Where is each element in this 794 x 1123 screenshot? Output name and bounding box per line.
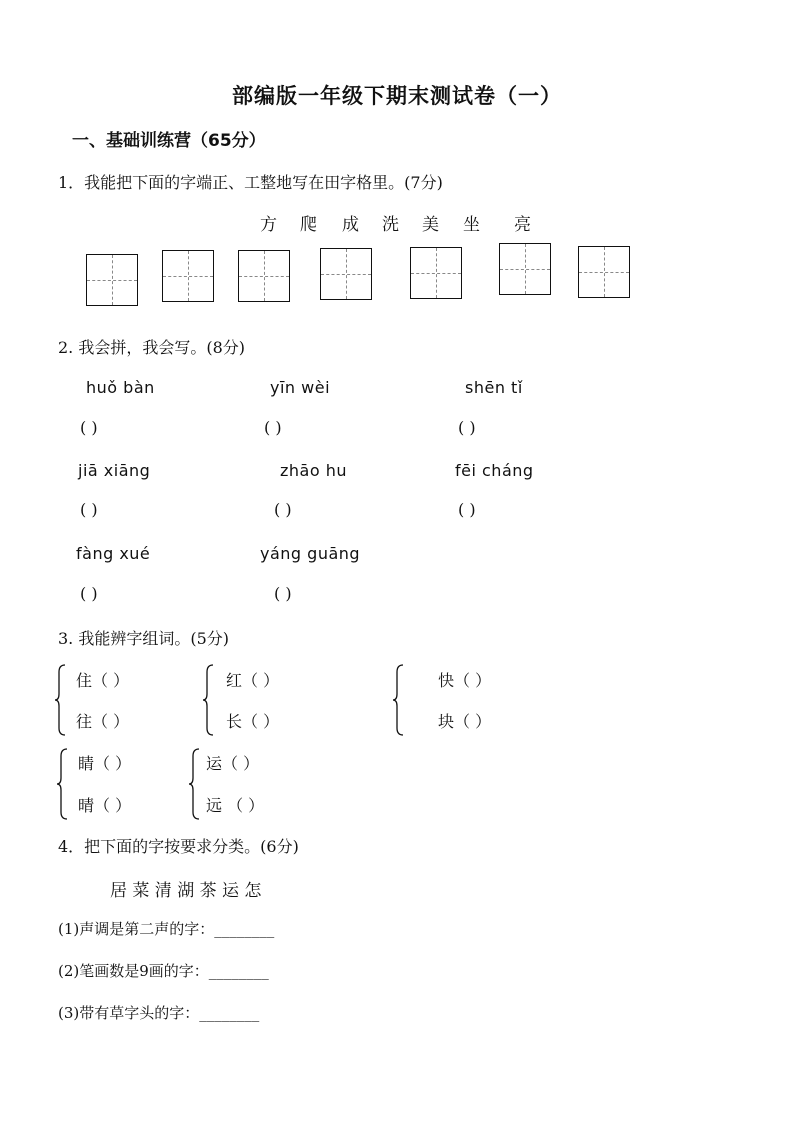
pinyin: fēi cháng — [455, 461, 534, 480]
question-4-prompt: 4．把下面的字按要求分类。(6分) — [58, 837, 299, 856]
answer-blank[interactable]: ( ) — [80, 500, 98, 519]
answer-blank[interactable]: ( ) — [274, 584, 292, 603]
question-1-characters — [0, 210, 794, 234]
page-title: 部编版一年级下期末测试卷（一） — [232, 84, 562, 108]
pinyin: yáng guāng — [260, 544, 361, 563]
word-item[interactable]: 住（ ） — [76, 671, 130, 690]
word-item[interactable]: 往（ ） — [76, 712, 130, 731]
tianzige-box[interactable] — [86, 254, 138, 306]
classification-line[interactable]: (3)带有草字头的字：________ — [58, 1004, 260, 1022]
classification-line[interactable]: (1)声调是第二声的字：________ — [58, 920, 275, 938]
tianzige-box[interactable] — [499, 243, 551, 295]
word-item[interactable]: 长（ ） — [226, 712, 280, 731]
character: 爬 — [300, 215, 317, 235]
answer-blank[interactable]: ( ) — [80, 584, 98, 603]
curly-brace-icon — [392, 664, 404, 736]
curly-brace-icon — [56, 748, 68, 820]
question-2-prompt: 2. 我会拼，我会写。(8分) — [58, 338, 246, 357]
word-item[interactable]: 运（ ） — [206, 754, 260, 773]
word-item[interactable]: 远 （ ） — [206, 796, 265, 815]
tianzige-box[interactable] — [238, 250, 290, 302]
word-item[interactable]: 红（ ） — [226, 671, 280, 690]
pinyin: yīn wèi — [270, 378, 331, 397]
word-item[interactable]: 晴（ ） — [78, 796, 132, 815]
question-4-characters: 居 菜 清 湖 茶 运 怎 — [110, 881, 262, 901]
word-item[interactable]: 快（ ） — [438, 671, 492, 690]
section-heading: 一、基础训练营（65分） — [72, 131, 266, 151]
character: 成 — [342, 215, 359, 235]
tianzige-box[interactable] — [410, 247, 462, 299]
question-3-prompt: 3. 我能辨字组词。(5分) — [58, 629, 230, 648]
character: 洗 — [382, 215, 399, 235]
character: 坐 — [463, 215, 480, 235]
curly-brace-icon — [54, 664, 66, 736]
answer-blank[interactable]: ( ) — [458, 418, 476, 437]
pinyin: fàng xué — [76, 544, 151, 563]
character: 美 — [422, 215, 439, 235]
classification-line[interactable]: (2)笔画数是9画的字：________ — [58, 962, 269, 980]
answer-blank[interactable]: ( ) — [80, 418, 98, 437]
pinyin: huǒ bàn — [86, 378, 155, 397]
character: 方 — [260, 215, 277, 235]
curly-brace-icon — [202, 664, 214, 736]
answer-blank[interactable]: ( ) — [274, 500, 292, 519]
word-item[interactable]: 块（ ） — [438, 712, 492, 731]
answer-blank[interactable]: ( ) — [458, 500, 476, 519]
question-1-prompt: 1．我能把下面的字端正、工整地写在田字格里。(7分) — [58, 173, 443, 192]
tianzige-box[interactable] — [578, 246, 630, 298]
tianzige-box[interactable] — [320, 248, 372, 300]
pinyin: shēn tǐ — [465, 378, 523, 397]
curly-brace-icon — [188, 748, 200, 820]
character: 亮 — [514, 215, 531, 235]
pinyin: jiā xiāng — [78, 461, 151, 480]
pinyin: zhāo hu — [280, 461, 347, 480]
tianzige-box[interactable] — [162, 250, 214, 302]
answer-blank[interactable]: ( ) — [264, 418, 282, 437]
word-item[interactable]: 睛（ ） — [78, 754, 132, 773]
